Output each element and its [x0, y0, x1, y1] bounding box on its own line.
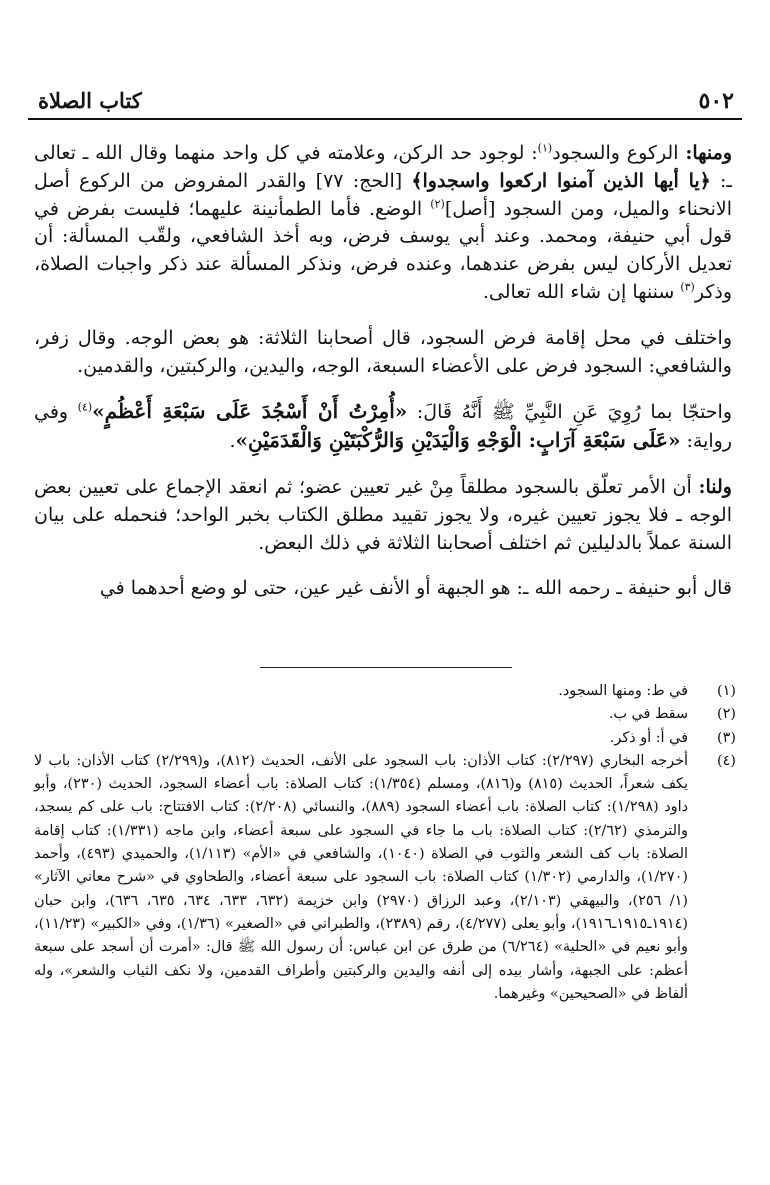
- footnote-number: (٣): [717, 729, 736, 746]
- footnote-number: (٤): [717, 752, 736, 769]
- hadith-quote: «عَلَى سَبْعَةِ آرَابٍ: الْوَجْهِ وَالْيَدَيْنِ وَالرُّكْبَتَيْنِ وَالْقَدَمَيْنِ»: [235, 428, 681, 453]
- paragraph-1: [34, 140, 732, 307]
- footnote-ref[interactable]: (١): [537, 141, 553, 155]
- text-run: [الحج: ٧٧] والقدر المفروض من الركوع أصل الانحناء والميل، ومن السجود [أصل]: [34, 169, 732, 220]
- footnote-text: في ط: ومنها السجود.: [558, 683, 688, 699]
- footnote-text: أخرجه البخاري (٢/٢٩٧): كتاب الأذان: باب السجود على الأنف، الحديث (٨١٢)، و(٢/٢٩٩) كتاب الأذان: باب لا يكف شعراً، الحديث (٨١٥) و(٨١٦)، ومسلم (١/٣٥٤): كتاب الصلاة: باب أعضاء السجود، الحديث (٢٣٠)، وأبو داود (١/٢٩٨): كتاب الصلاة: باب أعضاء السجود (٨٨٩)، والنسائي (٢/٢٠٨): كتاب الافتتاح: باب على كم يسجد، والترمذي (٢/٦٢): كتاب الصلاة: باب ما جاء في السجود على سبعة أعضاء، وابن ماجه (١/٣٣١): كتاب إقامة الصلاة: باب كف الشعر والثوب في الصلاة (١٠٤٠)، والشافعي في «الأم» (١/١١٣)، والحميدي (٤٩٣)، وأحمد (١/٢٧٠)، والدارمي (١/٣٠٢) كتاب الصلاة: باب السجود على سبعة أعضاء، والطحاوي في «شرح معاني الآثار» (١/ ٢٥٦)، والبيهقي (٢/١٠٣)، وعبد الرزاق (٢٩٧٠) وابن خزيمة (٦٣٢، ٦٣٣، ٦٣٤، ٦٣٥، ٦٣٦)، وابن حبان (١٩١٤ـ١٩١٥ـ١٩١٦)، وأبو يعلى (٤/٢٧٧)، رقم (٢٣٨٩)، والطبراني في «الصغير» (١/٣٦)، وفي «الكبير» (١١/٢٣)، وأبو نعيم في «الحلية» (٦/٢٦٤) من طرق عن ابن عباس: أن رسول الله ﷺ قال: «أمرت أن أسجد على سبعة أعظم: على الجبهة، وأشار بيده إلى أنفه واليدين والركبتين وأطراف القدمين، ولا نكف الثياب والشعر»، وله ألفاظ في «الصحيحين» وغيرهما.: [34, 752, 689, 1002]
- paragraph-4: [34, 474, 732, 557]
- text-run: سننها إن شاء الله تعالى.: [482, 280, 681, 303]
- footnote-ref[interactable]: (٤): [77, 401, 93, 415]
- text-run: واحتجّا بما رُوِيَ عَنِ النَّبِيِّ ﷺ أَنَّهُ قَالَ:: [407, 401, 732, 424]
- paragraph-lead: ومنها:: [685, 142, 732, 164]
- text-run: الوضع. فأما الطمأنينة عليهما؛ فليست بفرض في قول أبي حنيفة، ومحمد. وعند أبي يوسف فرض، وبه أخذ الشافعي، ولقّب المسألة: أن تعديل الأركان ليس بفرض عندهما، وعنده فرض، ونذكر المسألة عند ذكر واجبات الصلاة، وذكر: [34, 197, 732, 303]
- text-run: .: [229, 430, 236, 453]
- paragraph-5: قال أبو حنيفة ـ رحمه الله ـ: هو الجبهة أو الأنف غير عين، حتى لو وضع أحدهما في: [99, 577, 732, 600]
- text-run: أن الأمر تعلّق بالسجود مطلقاً مِنْ غير تعيين عضو؛ ثم انعقد الإجماع على تعيين بعض الوجه ـ فلا يجوز تعيين غيره، ولا يجوز تقييد مطلق الكتاب بخبر الواحد؛ فنحمله على بيان السنة عملاً بالدليلين ثم اختلف أصحابنا الثلاثة في ذلك البعض.: [34, 475, 732, 554]
- footnotes: [34, 680, 736, 1006]
- footnote-ref[interactable]: (٣): [680, 280, 695, 294]
- quran-quote: ﴿يا أيها الذين آمنوا اركعوا واسجدوا﴾: [411, 169, 711, 192]
- paragraph-lead: ولنا:: [698, 475, 732, 498]
- footnote-ref[interactable]: (٢): [430, 197, 445, 211]
- paragraph-3: [34, 398, 732, 456]
- text-run: وفي رواية:: [34, 401, 732, 453]
- page-header: [28, 88, 742, 120]
- running-title: كتاب الصلاة: [38, 88, 142, 113]
- footnote-number: (٢): [717, 706, 736, 723]
- footnote: [34, 680, 736, 703]
- text-run: : لوجود حد الركن، وعلامته في كل واحد منهما وقال الله ـ تعالى ـ:: [34, 142, 732, 192]
- footnote-number: (١): [717, 683, 736, 699]
- footnote: [34, 750, 736, 1006]
- footnote: [34, 703, 736, 726]
- footnote-text: في أ: أو ذكر.: [609, 729, 688, 746]
- page-number: ٥٠٢: [698, 88, 734, 114]
- text-run: الركوع والسجود: [552, 142, 686, 164]
- footnote-text: سقط في ب.: [608, 706, 688, 723]
- paragraph-2: واختلف في محل إقامة فرض السجود، قال أصحابنا الثلاثة: هو بعض الوجه. وقال زفر، والشافعي: السجود فرض على الأعضاء السبعة، الوجه، واليدين، والركبتين، والقدمين.: [34, 326, 732, 377]
- footnote-separator: [260, 667, 512, 668]
- main-text: [34, 140, 732, 621]
- footnote: [34, 727, 736, 750]
- hadith-quote: «أُمِرْتُ أَنْ أَسْجُدَ عَلَى سَبْعَةِ أَعْظُمٍ»: [92, 399, 408, 424]
